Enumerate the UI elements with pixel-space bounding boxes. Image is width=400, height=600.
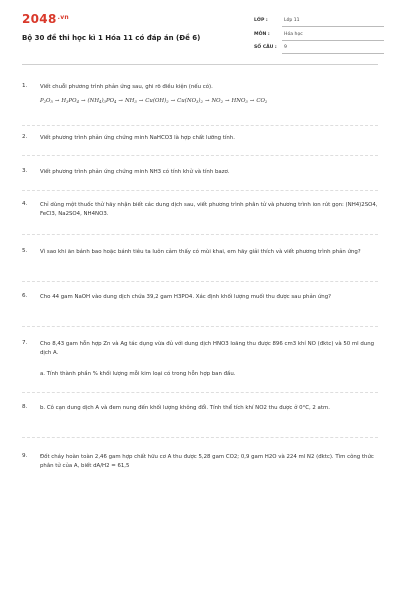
question-separator — [22, 125, 378, 126]
chain-no2: $NO_2$ — [211, 98, 224, 104]
question-separator — [22, 326, 378, 327]
chain-arrow: → — [54, 98, 60, 104]
chain-nh4po4: $(NH_4)_3PO_4$ — [87, 98, 117, 104]
document-title: Bộ 30 đề thi học kì 1 Hóa 11 có đáp án (Đề 6) — [22, 34, 201, 42]
question-9 — [22, 453, 378, 475]
question-1 — [22, 83, 378, 113]
chain-cuoh2: $Cu(OH)_2$ — [145, 98, 169, 104]
chain-h3po4: $H_3PO_4$ — [61, 98, 79, 104]
class-underline — [282, 26, 384, 27]
question-separator — [22, 155, 378, 156]
chain-arrow: → — [204, 98, 210, 104]
chain-arrow: → — [80, 98, 86, 104]
question-number: 2. — [22, 134, 28, 140]
question-number: 5. — [22, 248, 28, 254]
question-number: 6. — [22, 293, 28, 299]
question-separator — [22, 437, 378, 438]
question-number: 3. — [22, 168, 28, 174]
header — [0, 0, 400, 64]
question-text: Chỉ dùng một thuốc thử hãy nhận biết các dung dịch sau, viết phương trình phân tử và phương trình ion rút gọn: (NH4)2SO4, FeCl3, Na2SO4, NH4NO3. — [40, 202, 378, 217]
reaction-chain — [40, 98, 378, 104]
chain-hno3: $HNO_3$ — [231, 98, 248, 104]
chain-arrow: → — [170, 98, 176, 104]
question-3 — [22, 168, 378, 180]
info-class — [254, 16, 384, 28]
question-number: 8. — [22, 404, 28, 410]
question-number: 4. — [22, 201, 28, 207]
chain-p2o5: $P_2O_5$ — [40, 98, 53, 104]
question-text: Cho 8,43 gam hỗn hợp Zn và Ag tác dụng vừa đủ với dung dịch HNO3 loãng thu được 896 cm3 khí NO (đktc) và 50 ml dung dịch A. — [40, 341, 375, 356]
question-text: Viết chuỗi phương trình phản ứng sau, ghi rõ điều kiện (nếu có). — [40, 84, 213, 90]
chain-arrow: → — [249, 98, 255, 104]
question-5 — [22, 248, 378, 270]
logo-main: 2048 — [22, 12, 57, 26]
question-text: Viết phương trình phản ứng chứng minh NH3 có tính khử và tính bazơ. — [40, 169, 230, 175]
class-value: Lớp 11 — [284, 18, 300, 23]
chain-arrow: → — [225, 98, 230, 104]
count-label: SỐ CÂU : — [254, 45, 277, 50]
info-panel — [254, 16, 384, 57]
subject-value: Hóa học — [284, 31, 303, 37]
question-separator — [22, 190, 378, 191]
chain-arrow: → — [118, 98, 123, 104]
subject-label: MÔN : — [254, 31, 270, 37]
header-divider — [22, 64, 378, 65]
site-logo[interactable] — [22, 12, 69, 26]
question-text: Viết phương trình phản ứng chứng minh NaHCO3 là hợp chất lưỡng tính. — [40, 135, 235, 141]
question-text: b. Cô cạn dung dịch A và đem nung đến khối lượng không đổi. Tính thể tích khí NO2 thu được ở 0°C, 2 atm. — [40, 405, 330, 411]
count-value: 9 — [284, 45, 287, 50]
question-6 — [22, 293, 378, 315]
question-4 — [22, 201, 378, 223]
question-8 — [22, 404, 378, 426]
subject-underline — [282, 40, 384, 41]
count-underline — [282, 53, 384, 54]
chain-co2: $CO_2$ — [256, 98, 268, 104]
question-2 — [22, 134, 378, 146]
question-text: Cho 44 gam NaOH vào dung dịch chứa 39,2 gam H3PO4. Xác định khối lượng muối thu được sau phản ứng? — [40, 294, 331, 300]
class-label: LỚP : — [254, 18, 268, 23]
info-count — [254, 43, 384, 55]
question-number: 9. — [22, 453, 28, 459]
question-number: 1. — [22, 83, 28, 89]
question-separator — [22, 281, 378, 282]
question-7 — [22, 340, 378, 382]
question-subpart: a. Tính thành phần % khối lượng mỗi kim loại có trong hỗn hợp ban đầu. — [40, 371, 236, 377]
question-separator — [22, 392, 378, 393]
chain-nh3: $NH_3$ — [124, 98, 137, 104]
chain-arrow: → — [138, 98, 144, 104]
question-text: Đốt cháy hoàn toàn 2,46 gam hợp chất hữu cơ A thu được 5,28 gam CO2; 0,9 gam H2O và 224 ml N2 (đktc). Tìm công thức phân tử của A, biết dA/H2 = 61,5 — [40, 454, 374, 469]
logo-sub: .vn — [57, 14, 69, 21]
question-number: 7. — [22, 340, 28, 346]
info-subject — [254, 30, 384, 42]
chain-cuno3: $Cu(NO_3)_2$ — [177, 98, 203, 104]
question-text: Vì sao khi ăn bánh bao hoặc bánh tiêu ta luôn cảm thấy có mùi khai, em hãy giải thích và viết phương trình phản ứng? — [40, 249, 361, 255]
question-separator — [22, 234, 378, 235]
